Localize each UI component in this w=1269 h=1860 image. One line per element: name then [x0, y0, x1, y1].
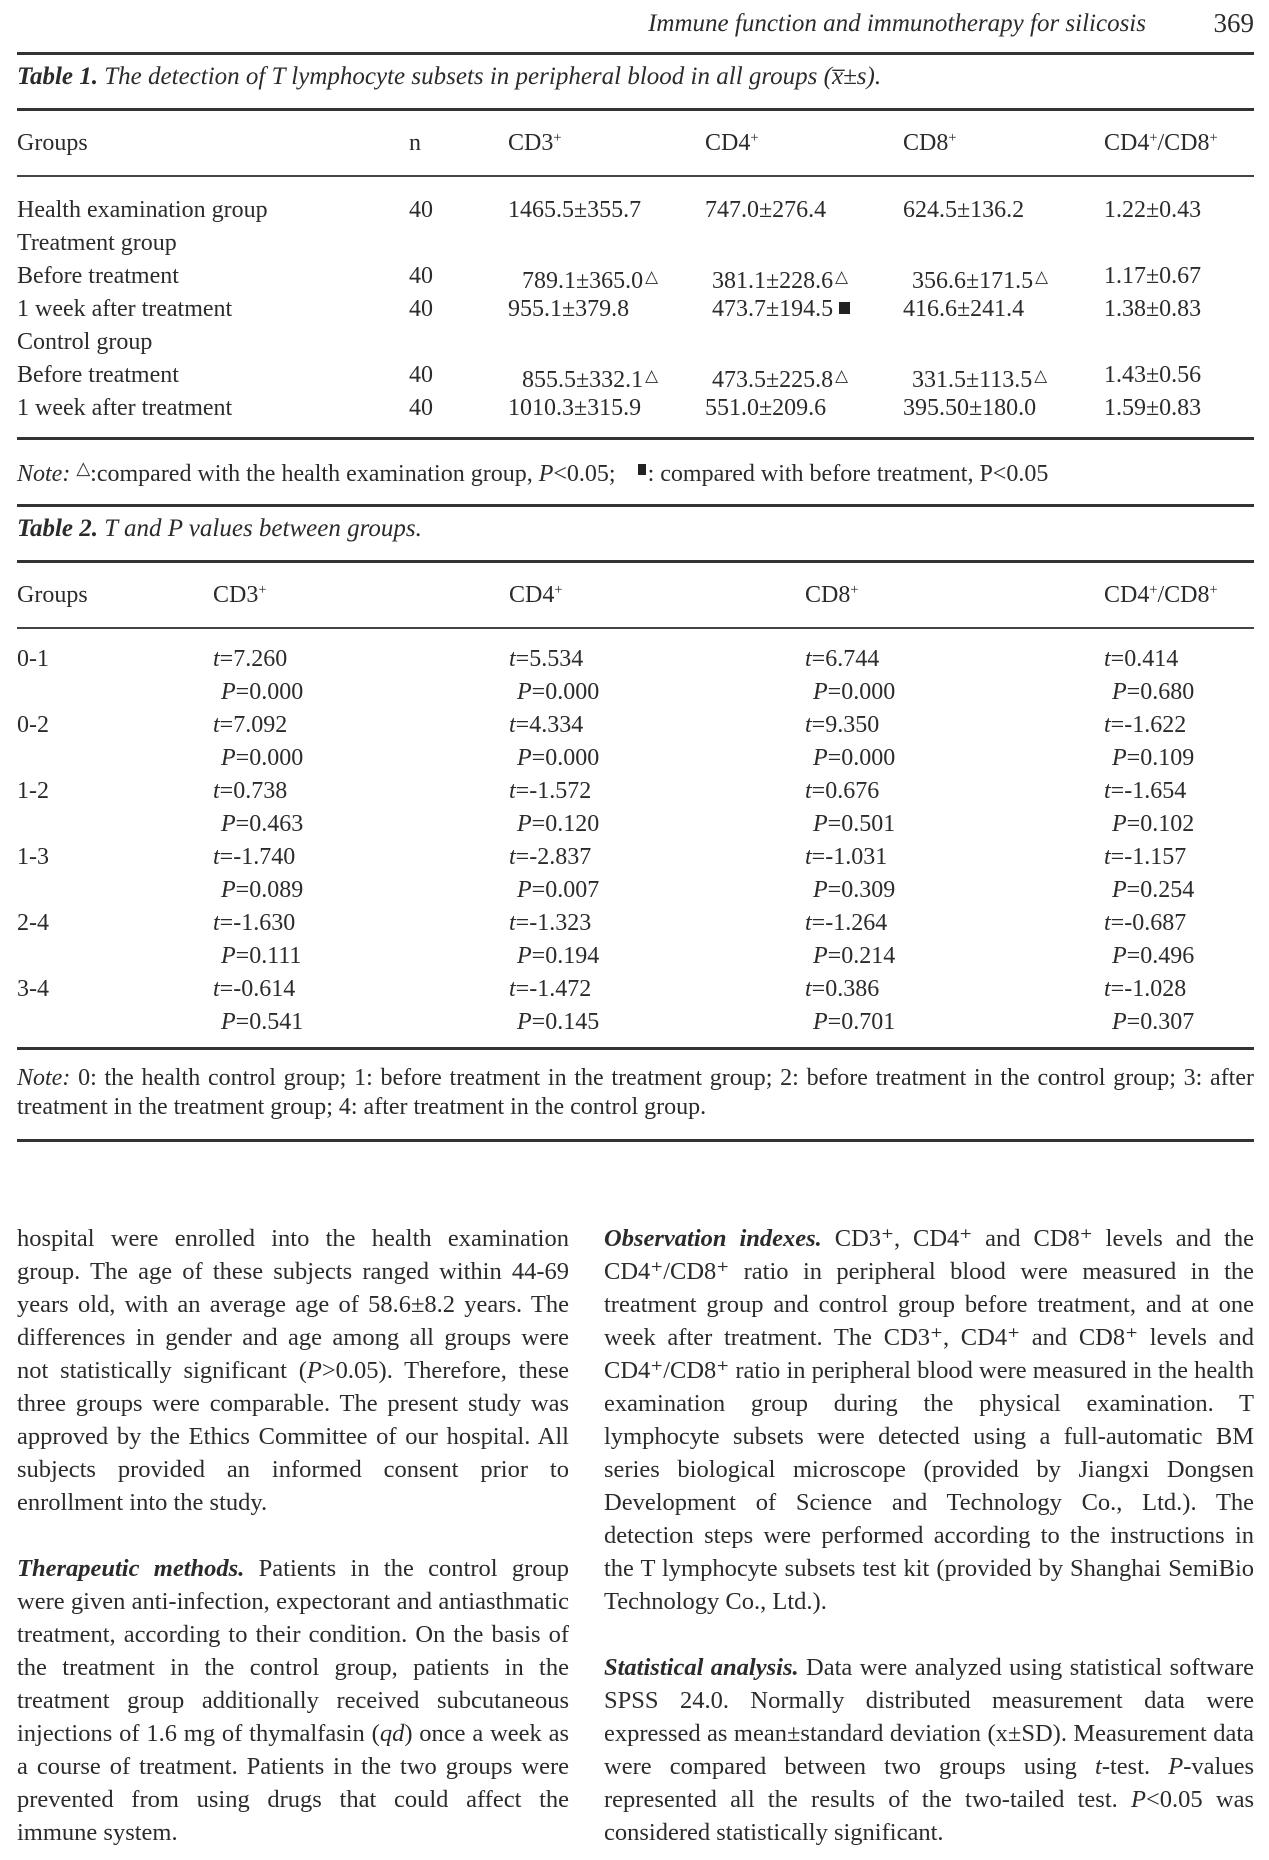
t-value: t=5.534: [509, 646, 584, 673]
triangle-mark: △: [835, 267, 849, 286]
table-row: [17, 841, 1254, 907]
p-value: P=0.000: [813, 679, 896, 706]
group-pair-label: 2-4: [17, 910, 49, 937]
table2-header-row: [17, 563, 1254, 627]
table1-header-ratio: CD4+/CD8+: [1104, 130, 1218, 156]
t-value: t=-0.687: [1104, 910, 1187, 937]
t-value: t=-1.472: [509, 976, 592, 1003]
table-row: 1 week after treatment 40 955.1±379.8 473.7±194.5 416.6±241.4 1.38±0.83: [17, 296, 1202, 322]
table2-header-groups: Groups: [17, 582, 88, 609]
group-pair-label: 1-3: [17, 844, 49, 871]
p-value: P=0.000: [221, 679, 304, 706]
p-value: P=0.089: [221, 877, 304, 904]
p-value: P=0.541: [221, 1009, 304, 1036]
p-value: P=0.214: [813, 943, 896, 970]
p-value: P=0.680: [1112, 679, 1195, 706]
table1-header-cd3: CD3+: [508, 130, 562, 156]
t-value: t=-2.837: [509, 844, 592, 871]
table1-body: [17, 177, 1254, 437]
table-row: [17, 907, 1254, 973]
p-value: P=0.701: [813, 1009, 896, 1036]
triangle-mark: △: [835, 366, 849, 385]
heading-therapeutic-methods: Therapeutic methods.: [17, 1555, 245, 1582]
table2: [17, 563, 1254, 1050]
p-value: P=0.463: [221, 811, 304, 838]
p-value: P=0.501: [813, 811, 896, 838]
table-row: [17, 973, 1254, 1039]
p-value: P=0.194: [517, 943, 600, 970]
table2-note-rule: [17, 1139, 1254, 1142]
t-value: t=-1.028: [1104, 976, 1187, 1003]
t-value: t=-0.614: [213, 976, 296, 1003]
t-value: t=7.260: [213, 646, 288, 673]
running-head-title: Immune function and immunotherapy for silicosis: [648, 10, 1146, 37]
table1-caption: [17, 55, 1254, 108]
group-pair-label: 3-4: [17, 976, 49, 1003]
table2-label: Table 2.: [17, 515, 99, 543]
paragraph-therapeutic-methods: Therapeutic methods. Patients in the control group were given anti-infection, expectorant and antiasthmatic treatment, according to their condition. On the basis of the treatment in the control group, patients in the treatment group additionally received subcutaneous injections of 1.6 mg of thymalfasin (qd) once a week as a course of treatment. Patients in the two groups were prevented from using drugs that could affect the immune system.: [17, 1555, 570, 1846]
t-value: t=0.414: [1104, 646, 1179, 673]
triangle-mark: △: [1034, 366, 1048, 385]
table1-header-cd4: CD4+: [705, 130, 759, 156]
p-value: P=0.109: [1112, 745, 1195, 772]
triangle-mark: △: [76, 458, 91, 478]
table-row: Before treatment 40 855.5±332.1 △ 473.5±225.8 △ 331.5±113.5 △ 1.43±0.56: [17, 362, 1202, 393]
square-mark: [839, 302, 850, 314]
table2-header-ratio: CD4+/CD8+: [1104, 582, 1218, 609]
right-column: [604, 1222, 1254, 1849]
group-pair-label: 0-1: [17, 646, 49, 673]
t-value: t=7.092: [213, 712, 288, 739]
table-row: [17, 709, 1254, 775]
t-value: t=4.334: [509, 712, 584, 739]
t-value: t=-1.323: [509, 910, 592, 937]
p-value: P=0.145: [517, 1009, 600, 1036]
t-value: t=-1.654: [1104, 778, 1187, 805]
table-row: [17, 643, 1254, 709]
table2-header-cd3: CD3+: [213, 582, 267, 609]
heading-observation-indexes: Observation indexes.: [604, 1225, 822, 1252]
table1: [17, 111, 1254, 440]
t-value: t=-1.622: [1104, 712, 1187, 739]
t-value: t=0.676: [805, 778, 880, 805]
group-pair-label: 1-2: [17, 778, 49, 805]
p-value: P=0.307: [1112, 1009, 1195, 1036]
page: [17, 0, 1255, 1846]
paragraph-observation-indexes: Observation indexes. CD3⁺, CD4⁺ and CD8⁺ levels and the CD4⁺/CD8⁺ ratio in peripheral blood were measured in the treatment group and control group before treatment, and at one week after treatment. The CD3⁺, CD4⁺ and CD8⁺ levels and CD4⁺/CD8⁺ ratio in peripheral blood were measured in the health examination group during the physical examination. T lymphocyte subsets were detected using a full-automatic BM series biological microscope (provided by Jiangxi Dongsen Development of Science and Technology Co., Ltd.). The detection steps were performed according to the instructions in the T lymphocyte subsets test kit (provided by Shanghai SemiBio Technology Co., Ltd.).: [604, 1225, 1255, 1615]
triangle-mark: △: [645, 267, 659, 286]
table2-header-cd8: CD8+: [805, 582, 859, 609]
t-value: t=0.386: [805, 976, 880, 1003]
triangle-mark: △: [1035, 267, 1049, 286]
table1-label: Table 1.: [17, 63, 99, 90]
table1-header-row: [17, 111, 1254, 175]
table-row: [17, 775, 1254, 841]
t-value: t=-1.630: [213, 910, 296, 937]
triangle-mark: △: [645, 366, 659, 385]
table-row: Treatment group: [17, 230, 177, 256]
p-value: P=0.309: [813, 877, 896, 904]
table-row: 1 week after treatment 40 1010.3±315.9 551.0±209.6 395.50±180.0 1.59±0.83: [17, 395, 1202, 421]
p-value: P=0.254: [1112, 877, 1195, 904]
t-value: t=0.738: [213, 778, 288, 805]
table2-body: [17, 629, 1254, 1047]
p-value: P=0.000: [221, 745, 304, 772]
table1-header-cd8: CD8+: [903, 130, 957, 156]
table1-header-groups: Groups: [17, 130, 88, 156]
table2-note: Note: 0: the health control group; 1: before treatment in the treatment group; 2: before treatment in the control group; 3: after treatment in the treatment group; 4: after treatment in the control group.: [17, 1065, 1254, 1121]
paragraph-statistical-analysis: Statistical analysis. Data were analyzed using statistical software SPSS 24.0. Normally distributed measurement data were expressed as mean±standard deviation (x±SD). Measurement data were compared between two groups using t-test. P-values represented all the results of the two-tailed test. P<0.05 was considered statistically significant.: [604, 1654, 1254, 1846]
table1-title: The detection of T lymphocyte subsets in peripheral blood in all groups (x̅±s).: [104, 63, 882, 90]
table2-header-cd4: CD4+: [509, 582, 563, 609]
left-column: [17, 1222, 569, 1849]
t-value: t=-1.157: [1104, 844, 1187, 871]
p-value: P=0.102: [1112, 811, 1195, 838]
p-value: P=0.111: [221, 943, 302, 970]
heading-statistical-analysis: Statistical analysis.: [604, 1654, 799, 1681]
t-value: t=9.350: [805, 712, 880, 739]
t-value: t=-1.740: [213, 844, 296, 871]
p-value: P=0.007: [517, 877, 600, 904]
table-row: Health examination group 40 1465.5±355.7 747.0±276.4 624.5±136.2 1.22±0.43: [17, 197, 1202, 223]
page-number: 369: [1213, 8, 1254, 38]
p-value: P=0.496: [1112, 943, 1195, 970]
table2-caption: [17, 507, 1254, 560]
table1-note: Note: △:compared with the health examination group, P<0.05; : compared with before treatment, P<0.05: [17, 458, 1049, 488]
paragraph-enrollment: hospital were enrolled into the health examination group. The age of these subjects ranged within 44-69 years old, with an average age of 58.6±8.2 years. The differences in gender and age among all groups were not statistically significant (P>0.05). Therefore, these three groups were comparable. The present study was approved by the Ethics Committee of our hospital. All subjects provided an informed consent prior to enrollment into the study.: [17, 1225, 569, 1516]
t-value: t=-1.572: [509, 778, 592, 805]
p-value: P=0.120: [517, 811, 600, 838]
p-value: P=0.000: [517, 745, 600, 772]
p-value: P=0.000: [517, 679, 600, 706]
t-value: t=-1.031: [805, 844, 888, 871]
square-mark: [638, 464, 646, 475]
table-row: Before treatment 40 789.1±365.0 △ 381.1±228.6 △ 356.6±171.5 △ 1.17±0.67: [17, 263, 1202, 294]
t-value: t=-1.264: [805, 910, 888, 937]
table-row: Control group: [17, 329, 153, 355]
group-pair-label: 0-2: [17, 712, 49, 739]
t-value: t=6.744: [805, 646, 880, 673]
running-head: [17, 0, 1254, 52]
table2-title: T and P values between groups.: [104, 515, 422, 543]
p-value: P=0.000: [813, 745, 896, 772]
table1-header-n: n: [409, 130, 421, 156]
